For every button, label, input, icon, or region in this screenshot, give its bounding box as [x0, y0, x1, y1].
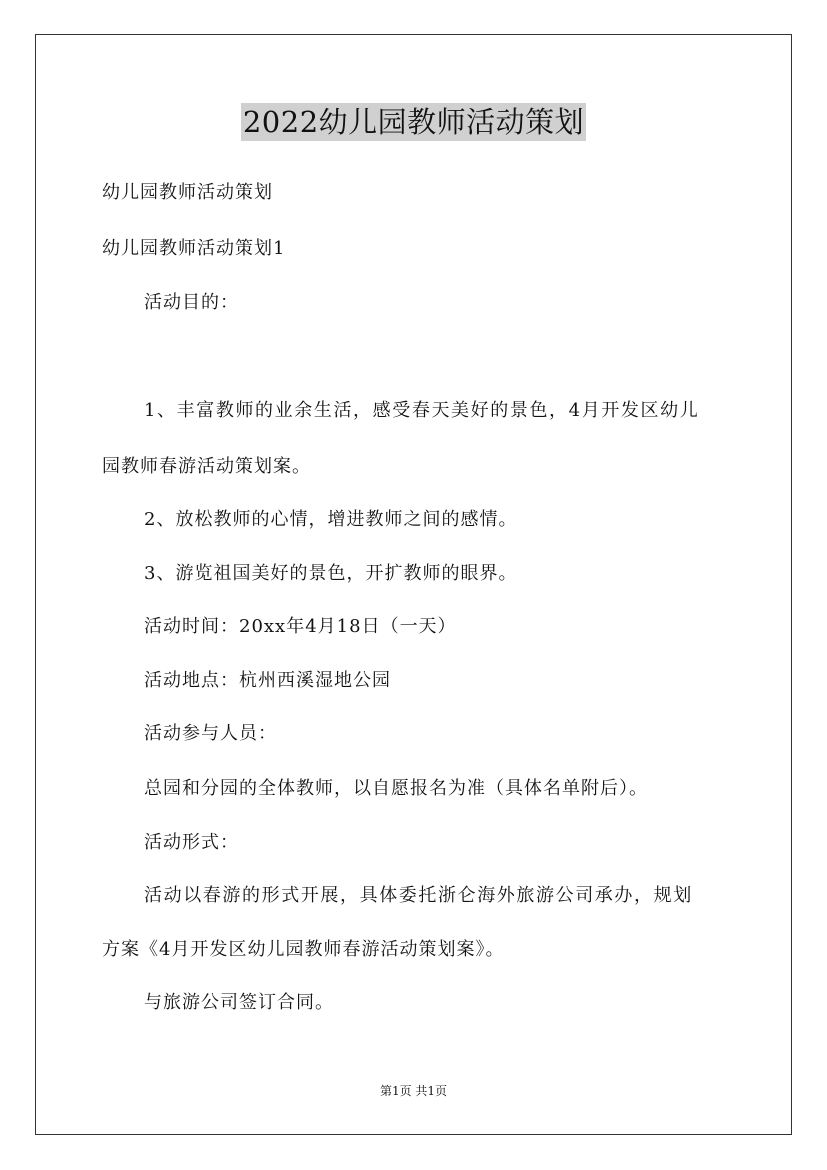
body-line-purpose-1-cont: 园教师春游活动策划案。 [102, 456, 311, 477]
body-line-contract: 与旅游公司签订合同。 [144, 992, 334, 1013]
body-line-purpose-2: 2、放松教师的心情，增进教师之间的感情。 [144, 509, 518, 530]
body-line-purpose-3: 3、游览祖国美好的景色，开扩教师的眼界。 [144, 563, 518, 584]
body-line-section-title: 幼儿园教师活动策划1 [102, 238, 286, 259]
body-line-participants-label: 活动参与人员： [144, 723, 277, 744]
body-line-participants: 总园和分园的全体教师，以自愿报名为准（具体名单附后）。 [144, 778, 648, 799]
body-line-location: 活动地点：杭州西溪湿地公园 [144, 670, 391, 691]
body-line-form-label: 活动形式： [144, 832, 239, 853]
body-line-heading: 幼儿园教师活动策划 [102, 182, 273, 203]
body-line-form-cont: 方案《4月开发区幼儿园教师春游活动策划案》。 [102, 939, 505, 960]
document-title: 2022幼儿园教师活动策划 [242, 105, 585, 139]
body-line-purpose-label: 活动目的： [144, 292, 239, 313]
body-line-purpose-1: 1、丰富教师的业余生活，感受春天美好的景色，4月开发区幼儿 [144, 400, 700, 421]
title-container [0, 103, 827, 141]
page-footer: 第1页 共1页 [379, 1084, 448, 1098]
body-line-form: 活动以春游的形式开展，具体委托浙仑海外旅游公司承办，规划 [144, 885, 693, 906]
body-line-time: 活动时间：20xx年4月18日（一天） [144, 616, 457, 637]
